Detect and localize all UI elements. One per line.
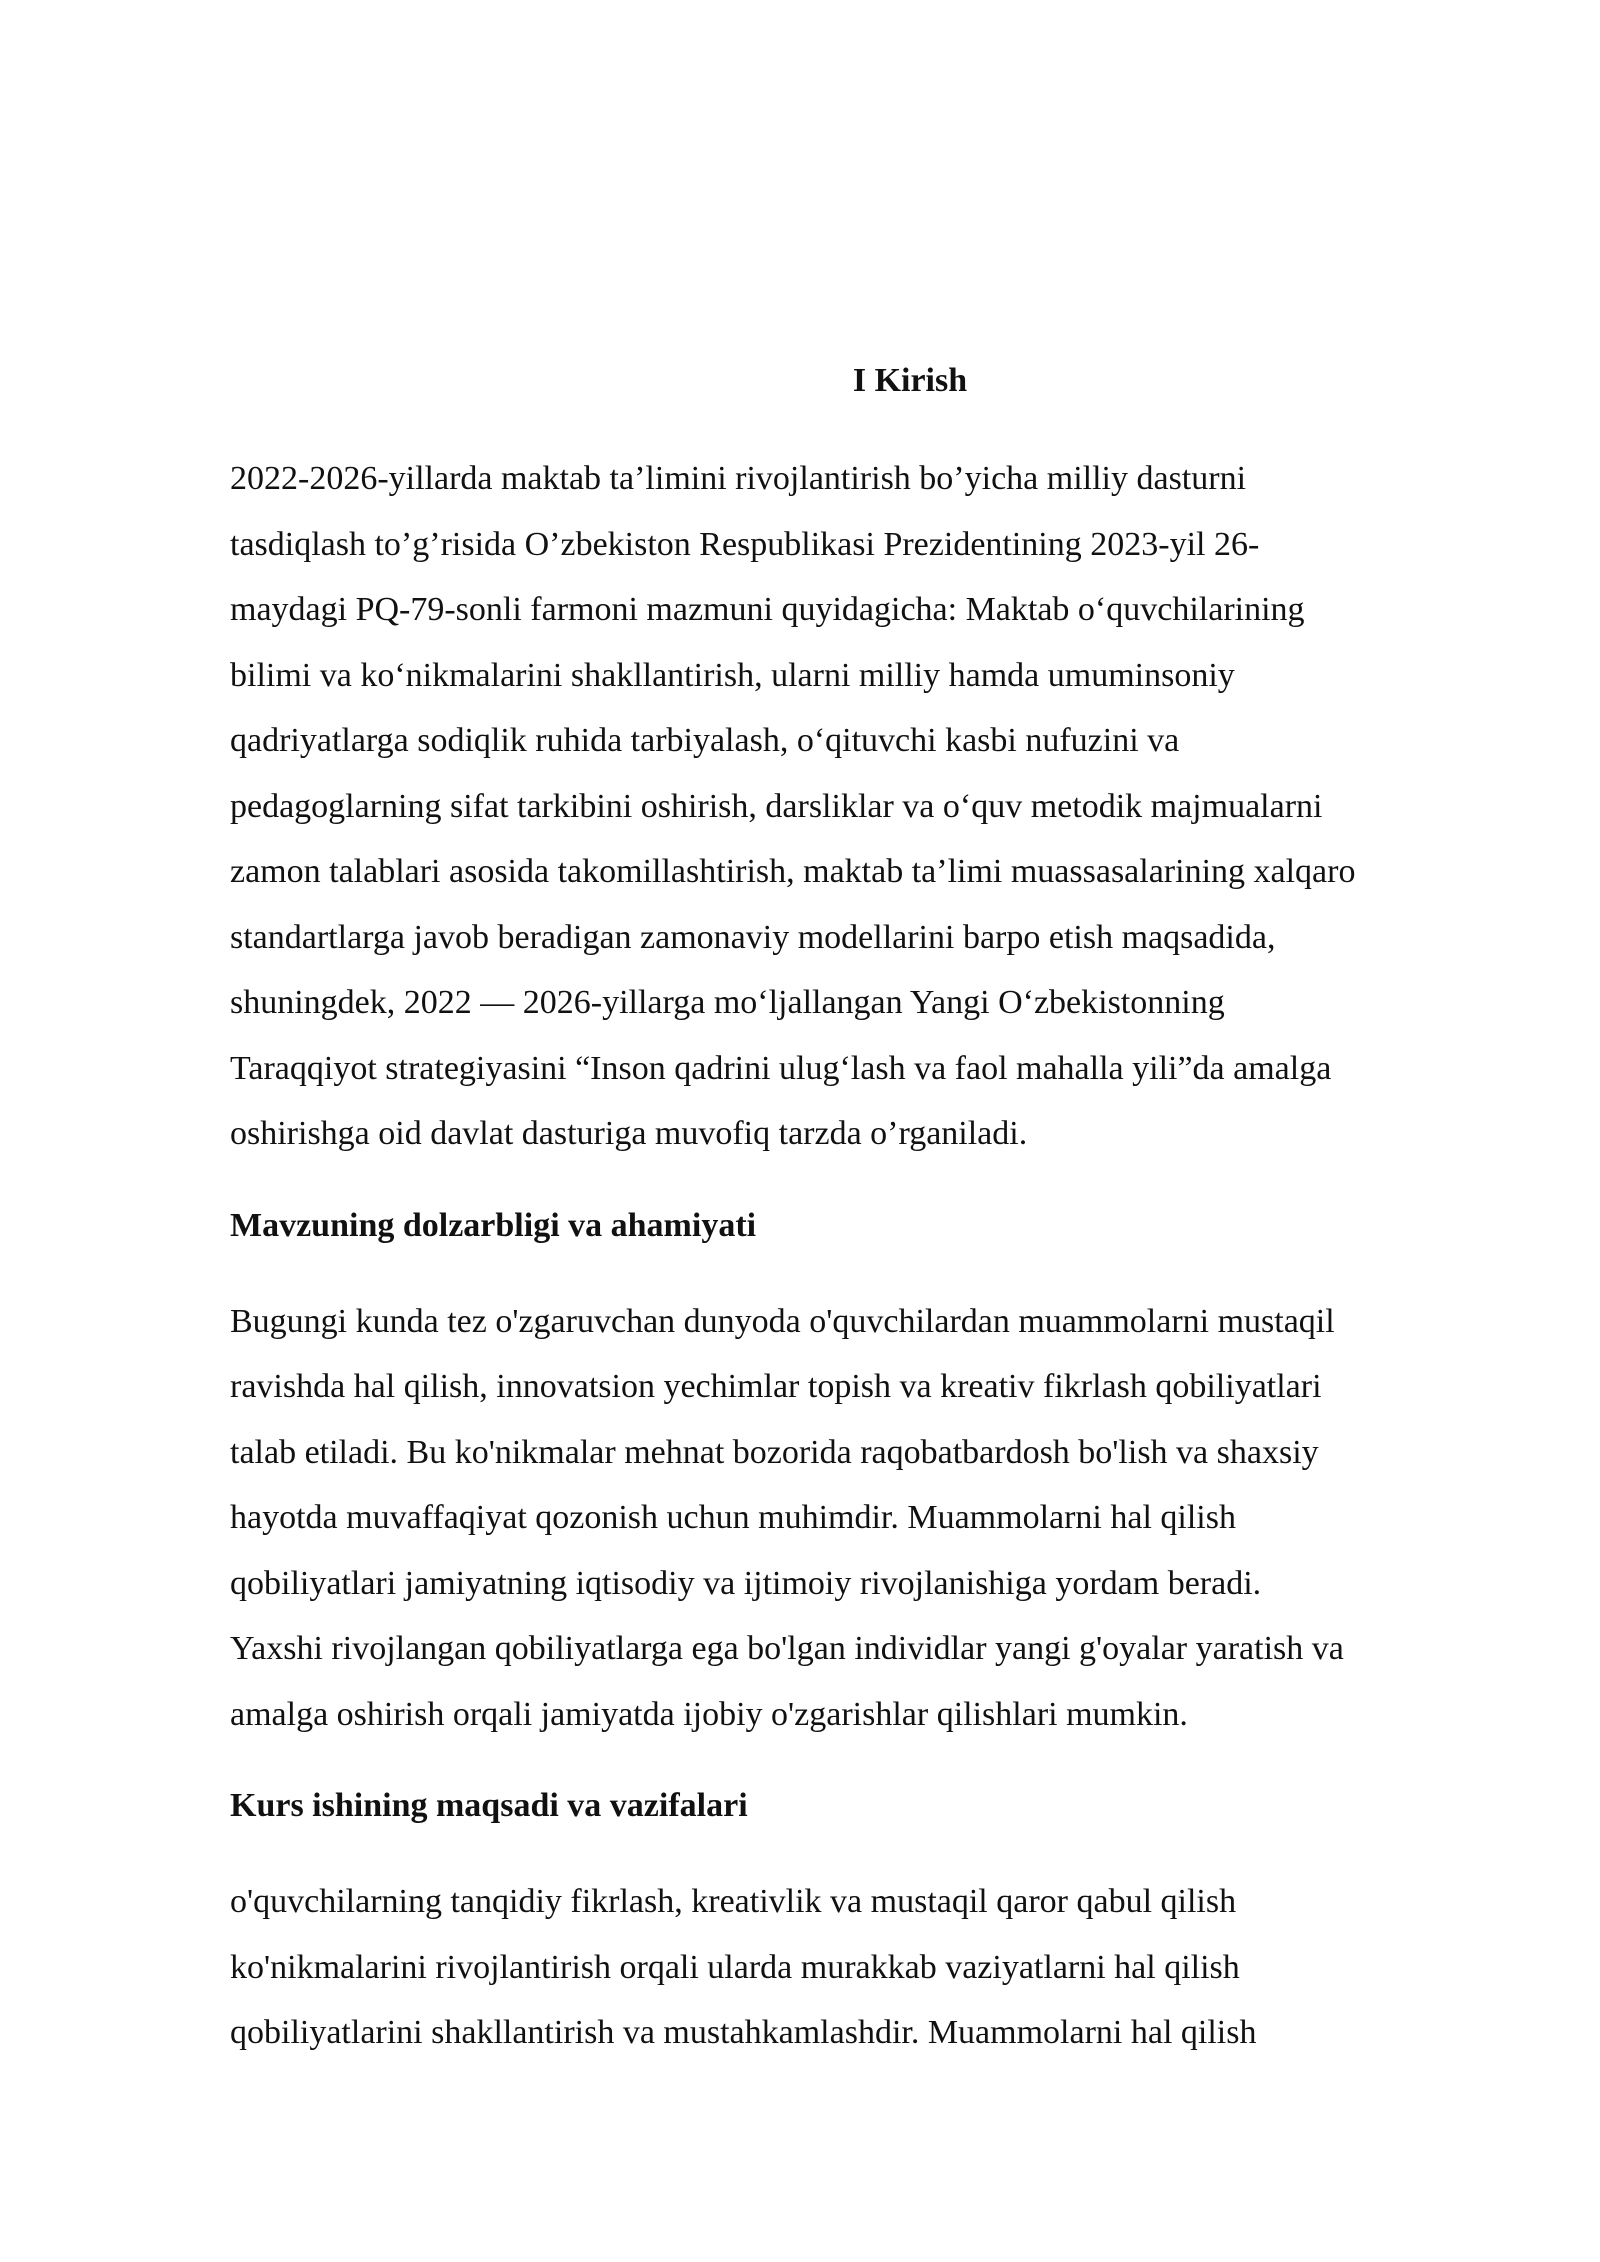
paragraph-line: qobiliyatlarini shakllantirish va mustahkamlashdir. Muammolarni hal qilish <box>230 2014 1257 2051</box>
paragraph-line: tasdiqlash to’g’risida O’zbekiston Respublikasi Prezidentining 2023-yil 26- <box>230 525 1260 563</box>
paragraph-line: Yaxshi rivojlangan qobiliyatlarga ega bo'lgan individlar yangi g'oyalar yaratish va <box>230 1630 1344 1667</box>
paragraph-line: qadriyatlarga sodiqlik ruhida tarbiyalash, o‘qituvchi kasbi nufuzini va <box>230 722 1180 759</box>
paragraph-line: amalga oshirish orqali jamiyatda ijobiy o'zgarishlar qilishlari mumkin. <box>230 1695 1188 1733</box>
paragraph-line: zamon talablari asosida takomillashtirish, maktab ta’limi muassasalarining xalqaro <box>230 853 1356 890</box>
paragraph-line: Bugungi kunda tez o'zgaruvchan dunyoda o'quvchilardan muammolarni mustaqil <box>230 1302 1335 1340</box>
paragraph-line: o'quvchilarning tanqidiy fikrlash, kreativlik va mustaqil qaror qabul qilish <box>230 1883 1237 1920</box>
goals-paragraph <box>230 1869 1490 2066</box>
paragraph-line: standartlarga javob beradigan zamonaviy modellarini barpo etish maqsadida, <box>230 918 1276 956</box>
paragraph-line: oshirishga oid davlat dasturiga muvofiq tarzda o’rganiladi. <box>230 1115 1028 1152</box>
paragraph-line: Taraqqiyot strategiyasini “Inson qadrini ulug‘lash va faol mahalla yili”da amalga <box>230 1049 1332 1087</box>
page-title: I Kirish <box>852 362 968 399</box>
document-body <box>230 356 1490 2066</box>
paragraph-line: 2022-2026-yillarda maktab ta’limini rivojlantirish bo’yicha milliy dasturni <box>230 460 1247 497</box>
section-heading-goals: Kurs ishining maqsadi va vazifalari <box>230 1787 748 1824</box>
paragraph-line: qobiliyatlari jamiyatning iqtisodiy va ijtimoiy rivojlanishiga yordam beradi. <box>230 1564 1262 1602</box>
relevance-paragraph <box>230 1289 1490 1748</box>
paragraph-line: ko'nikmalarini rivojlantirish orqali ularda murakkab vaziyatlarni hal qilish <box>230 1948 1240 1986</box>
paragraph-line: talab etiladi. Bu ko'nikmalar mehnat bozorida raqobatbardosh bo'lish va shaxsiy <box>230 1433 1319 1471</box>
paragraph-line: bilimi va ko‘nikmalarini shakllantirish, ularni milliy hamda umuminsoniy <box>230 656 1235 694</box>
paragraph-line: pedagoglarning sifat tarkibini oshirish, darsliklar va o‘quv metodik majmualarni <box>230 787 1323 825</box>
paragraph-line: maydagi PQ-79-sonli farmoni mazmuni quyidagicha: Maktab o‘quvchilarining <box>230 591 1305 628</box>
paragraph-line: hayotda muvaffaqiyat qozonish uchun muhimdir. Muammolarni hal qilish <box>230 1499 1236 1536</box>
intro-paragraph <box>230 446 1490 1167</box>
paragraph-line: ravishda hal qilish, innovatsion yechimlar topish va kreativ fikrlash qobiliyatlari <box>230 1368 1322 1405</box>
paragraph-line: shuningdek, 2022 — 2026-yillarga mo‘ljallangan Yangi O‘zbekistonning <box>230 984 1225 1021</box>
section-heading-relevance: Mavzuning dolzarbligi va ahamiyati <box>230 1206 757 1244</box>
